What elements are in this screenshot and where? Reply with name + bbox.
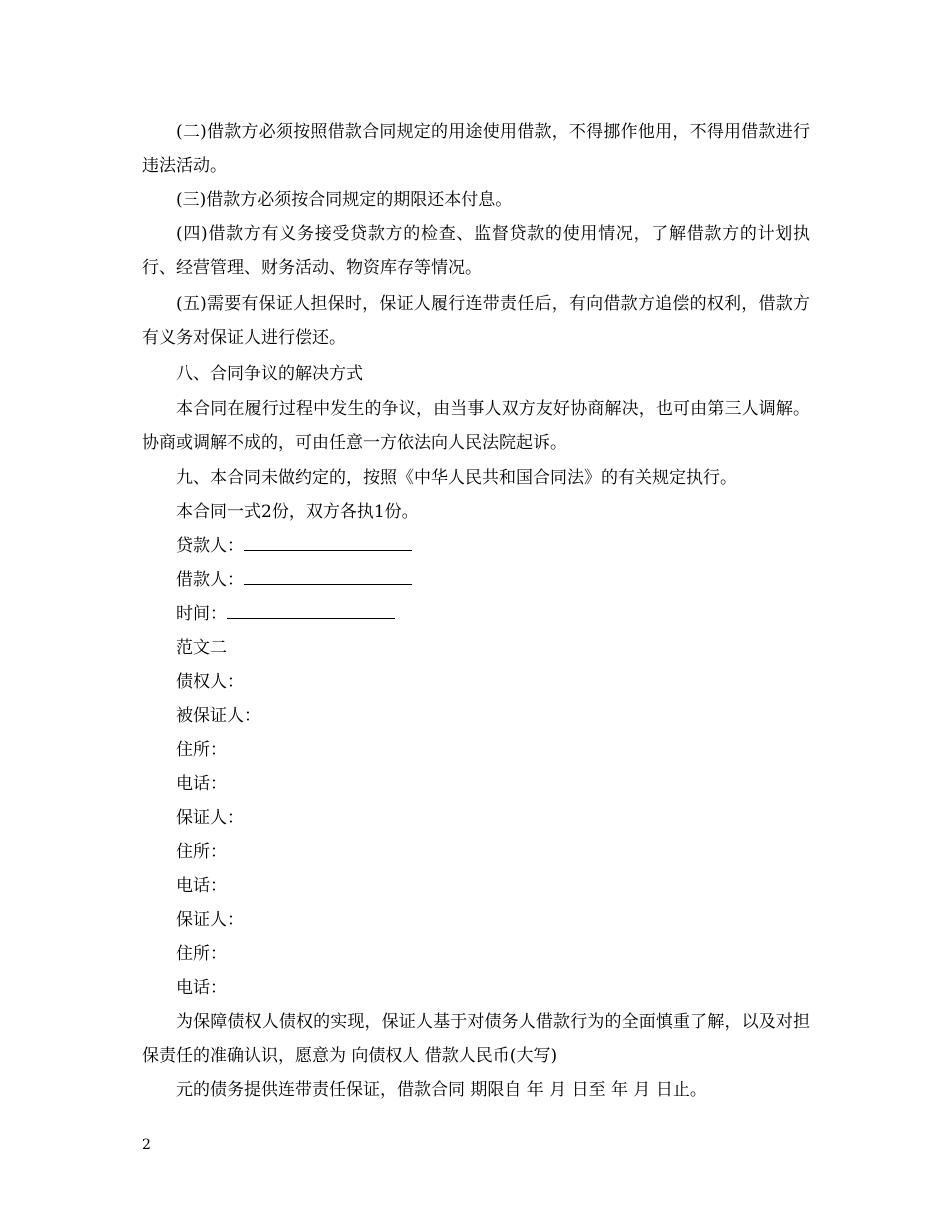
field-address: 住所： <box>176 944 227 964</box>
field-phone: 电话： <box>176 876 227 896</box>
paragraph-guarantee-intent: 为保障债权人债权的实现，保证人基于对债务人借款行为的全面慎重了解，以及对担保责任的准确认识，愿意为 向债权人 借款人民币(大写) <box>142 1012 810 1066</box>
paragraph-contract-law: 九、本合同未做约定的，按照《中华人民共和国合同法》的有关规定执行。 <box>176 468 737 488</box>
signature-lender-blank <box>244 530 412 551</box>
paragraph-inspection: (四)借款方有义务接受贷款方的检查、监督贷款的使用情况，了解借款方的计划执行、经营管理、财务活动、物资库存等情况。 <box>142 224 810 278</box>
signature-lender <box>176 529 412 563</box>
signature-borrower-label: 借款人： <box>176 570 244 590</box>
paragraph-guarantor: (五)需要有保证人担保时，保证人履行连带责任后，有向借款方追偿的权利，借款方有义务对保证人进行偿还。 <box>142 294 810 348</box>
paragraph-repayment: (三)借款方必须按合同规定的期限还本付息。 <box>176 190 513 210</box>
signature-borrower-blank <box>244 564 412 585</box>
signature-lender-label: 贷款人： <box>176 536 244 556</box>
field-guarantor: 保证人： <box>176 808 244 828</box>
field-guarantor: 保证人： <box>176 910 244 930</box>
signature-time-blank <box>227 598 395 619</box>
signature-time-label: 时间： <box>176 604 227 624</box>
field-phone: 电话： <box>176 978 227 998</box>
paragraph-dispute: 本合同在履行过程中发生的争议，由当事人双方友好协商解决，也可由第三人调解。协商或调解不成的，可由任意一方依法向人民法院起诉。 <box>142 399 810 453</box>
field-guaranteed: 被保证人： <box>176 706 261 726</box>
section-title-sample2: 范文二 <box>176 638 227 658</box>
paragraph-guarantee-term: 元的债务提供连带责任保证，借款合同 期限自 年 月 日至 年 月 日止。 <box>176 1080 707 1100</box>
signature-borrower <box>176 563 412 597</box>
field-address: 住所： <box>176 842 227 862</box>
field-phone: 电话： <box>176 774 227 794</box>
field-address: 住所： <box>176 740 227 760</box>
paragraph-copies: 本合同一式2份，双方各执1份。 <box>176 502 419 522</box>
signature-time <box>176 597 395 631</box>
field-creditor: 债权人： <box>176 672 244 692</box>
page-number: 2 <box>142 1137 151 1153</box>
paragraph-borrower-purpose: (二)借款方必须按照借款合同规定的用途使用借款，不得挪作他用，不得用借款进行违法活动。 <box>142 122 810 176</box>
section-heading-dispute: 八、合同争议的解决方式 <box>176 364 363 384</box>
